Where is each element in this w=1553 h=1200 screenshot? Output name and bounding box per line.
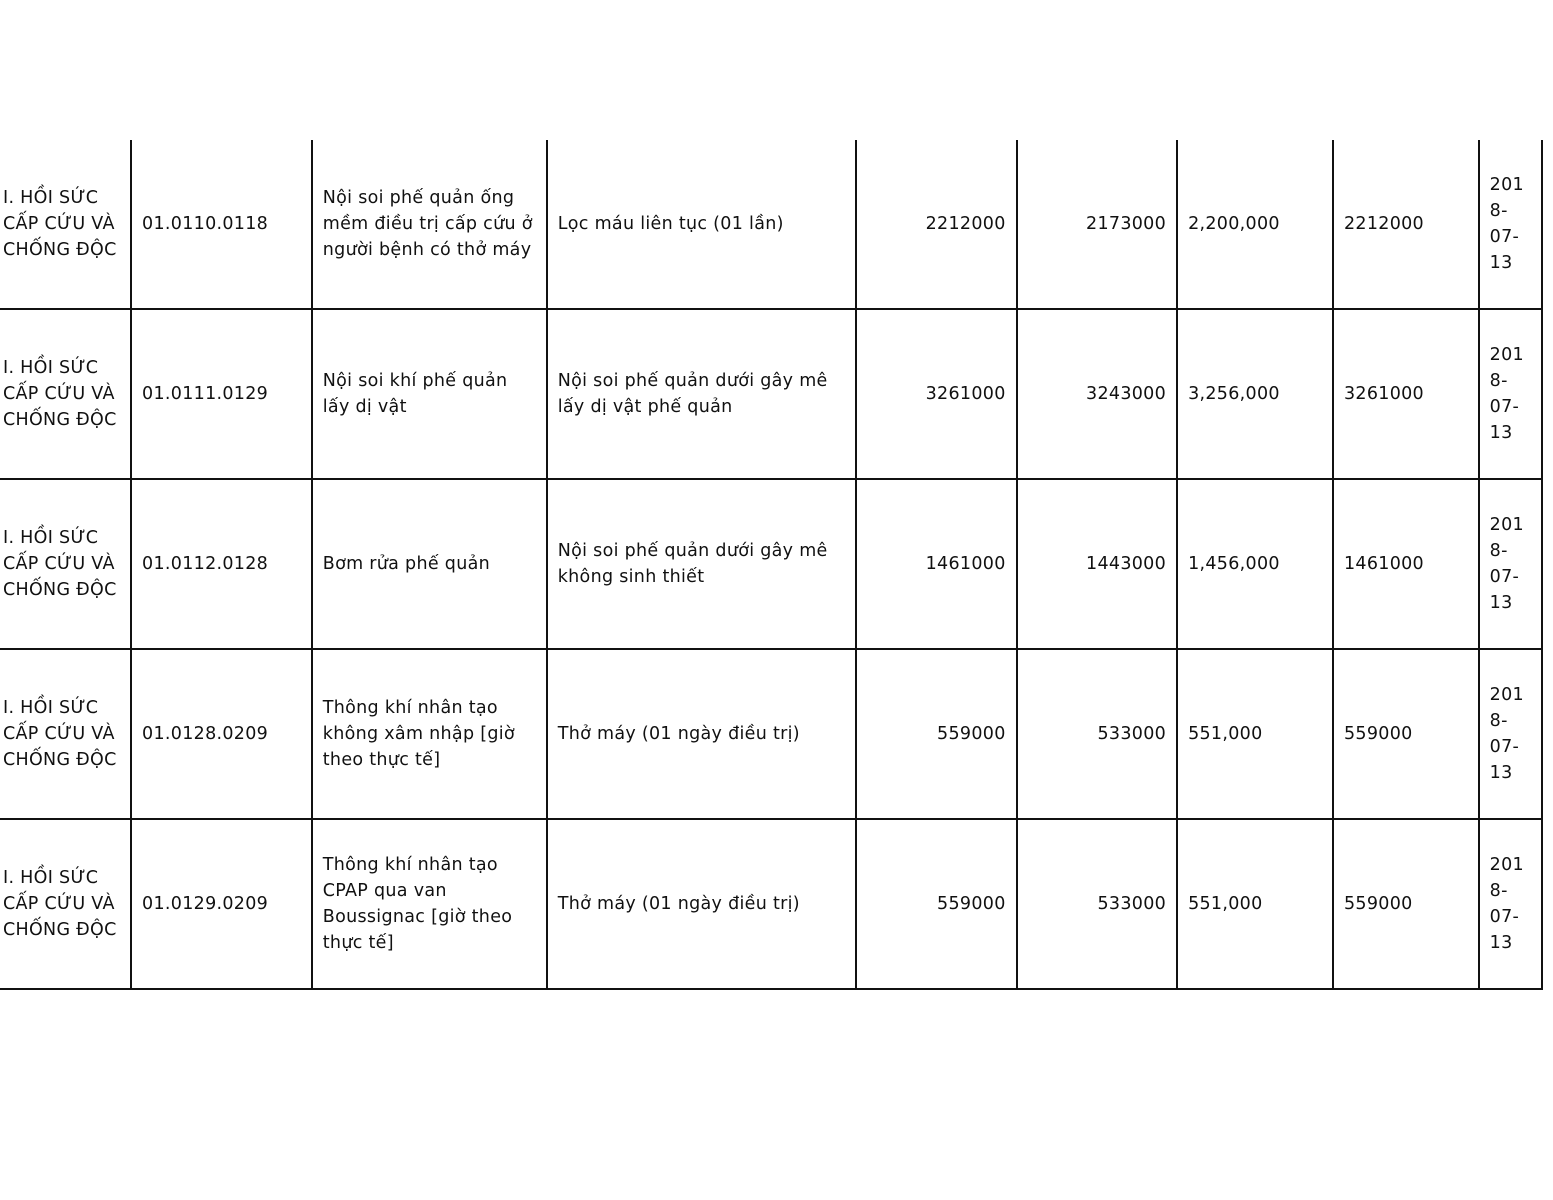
code-cell: 01.0110.0118 xyxy=(131,140,312,309)
category-cell: I. HỒI SỨC CẤP CỨU VÀ CHỐNG ĐỘC xyxy=(0,309,131,479)
procedure-cell: Nội soi phế quản ống mềm điều trị cấp cứu ở người bệnh có thở máy xyxy=(312,140,547,309)
category-cell: I. HỒI SỨC CẤP CỨU VÀ CHỐNG ĐỘC xyxy=(0,479,131,649)
procedure-cell: Bơm rửa phế quản xyxy=(312,479,547,649)
date-cell: 2018-07-13 xyxy=(1479,819,1542,989)
price-2-cell: 1443000 xyxy=(1017,479,1177,649)
table-row xyxy=(0,479,1542,649)
category-cell: I. HỒI SỨC CẤP CỨU VÀ CHỐNG ĐỘC xyxy=(0,819,131,989)
price-1-cell: 2212000 xyxy=(856,140,1016,309)
mapped-name-cell: Nội soi phế quản dưới gây mê lấy dị vật phế quản xyxy=(547,309,857,479)
procedure-cell: Thông khí nhân tạo CPAP qua van Boussignac [giờ theo thực tế] xyxy=(312,819,547,989)
price-3-cell: 551,000 xyxy=(1177,649,1333,819)
table-row xyxy=(0,819,1542,989)
price-3-cell: 551,000 xyxy=(1177,819,1333,989)
category-cell: I. HỒI SỨC CẤP CỨU VÀ CHỐNG ĐỘC xyxy=(0,649,131,819)
price-table xyxy=(0,140,1543,990)
price-4-cell: 2212000 xyxy=(1333,140,1479,309)
date-cell: 2018-07-13 xyxy=(1479,140,1542,309)
procedure-cell: Thông khí nhân tạo không xâm nhập [giờ theo thực tế] xyxy=(312,649,547,819)
code-cell: 01.0111.0129 xyxy=(131,309,312,479)
price-2-cell: 533000 xyxy=(1017,819,1177,989)
date-cell: 2018-07-13 xyxy=(1479,649,1542,819)
price-3-cell: 2,200,000 xyxy=(1177,140,1333,309)
table-row xyxy=(0,140,1542,309)
mapped-name-cell: Thở máy (01 ngày điều trị) xyxy=(547,649,857,819)
code-cell: 01.0112.0128 xyxy=(131,479,312,649)
date-cell: 2018-07-13 xyxy=(1479,309,1542,479)
date-cell: 2018-07-13 xyxy=(1479,479,1542,649)
price-1-cell: 559000 xyxy=(856,649,1016,819)
mapped-name-cell: Thở máy (01 ngày điều trị) xyxy=(547,819,857,989)
price-1-cell: 559000 xyxy=(856,819,1016,989)
price-2-cell: 3243000 xyxy=(1017,309,1177,479)
price-4-cell: 3261000 xyxy=(1333,309,1479,479)
price-4-cell: 559000 xyxy=(1333,649,1479,819)
mapped-name-cell: Lọc máu liên tục (01 lần) xyxy=(547,140,857,309)
price-3-cell: 1,456,000 xyxy=(1177,479,1333,649)
table-row xyxy=(0,309,1542,479)
price-2-cell: 533000 xyxy=(1017,649,1177,819)
procedure-cell: Nội soi khí phế quản lấy dị vật xyxy=(312,309,547,479)
price-3-cell: 3,256,000 xyxy=(1177,309,1333,479)
price-4-cell: 559000 xyxy=(1333,819,1479,989)
mapped-name-cell: Nội soi phế quản dưới gây mê không sinh thiết xyxy=(547,479,857,649)
category-cell: I. HỒI SỨC CẤP CỨU VÀ CHỐNG ĐỘC xyxy=(0,140,131,309)
table-row xyxy=(0,649,1542,819)
price-4-cell: 1461000 xyxy=(1333,479,1479,649)
price-1-cell: 3261000 xyxy=(856,309,1016,479)
code-cell: 01.0129.0209 xyxy=(131,819,312,989)
price-2-cell: 2173000 xyxy=(1017,140,1177,309)
code-cell: 01.0128.0209 xyxy=(131,649,312,819)
price-1-cell: 1461000 xyxy=(856,479,1016,649)
